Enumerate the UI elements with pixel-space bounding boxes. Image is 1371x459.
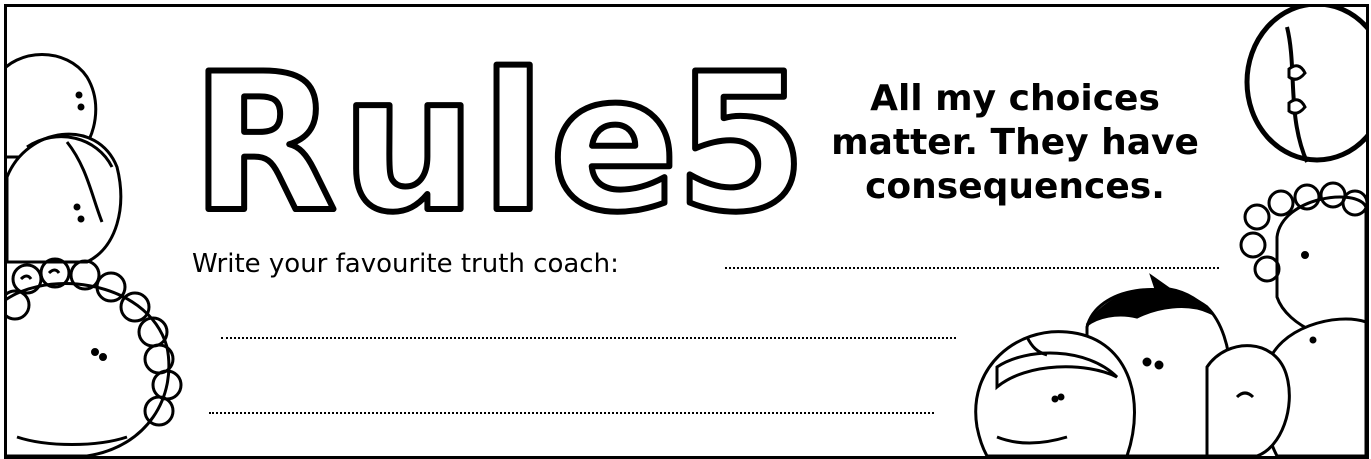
- rule-statement: [825, 77, 1205, 209]
- cartoon-kids-right-icon: [937, 7, 1366, 456]
- statement-line-3: consequences.: [865, 166, 1165, 207]
- prompt-label: Write your favourite truth coach:: [192, 249, 619, 279]
- answer-line-2[interactable]: [221, 337, 956, 339]
- answer-line-3[interactable]: [209, 412, 934, 414]
- rule-title-word: Rule: [191, 47, 683, 247]
- statement-line-2: matter. They have: [831, 122, 1199, 163]
- answer-line-1[interactable]: [725, 267, 1219, 269]
- rule-title: [187, 47, 807, 247]
- worksheet-frame: [4, 4, 1369, 459]
- statement-line-1: All my choices: [870, 78, 1160, 119]
- rule-title-number: 5: [675, 47, 807, 247]
